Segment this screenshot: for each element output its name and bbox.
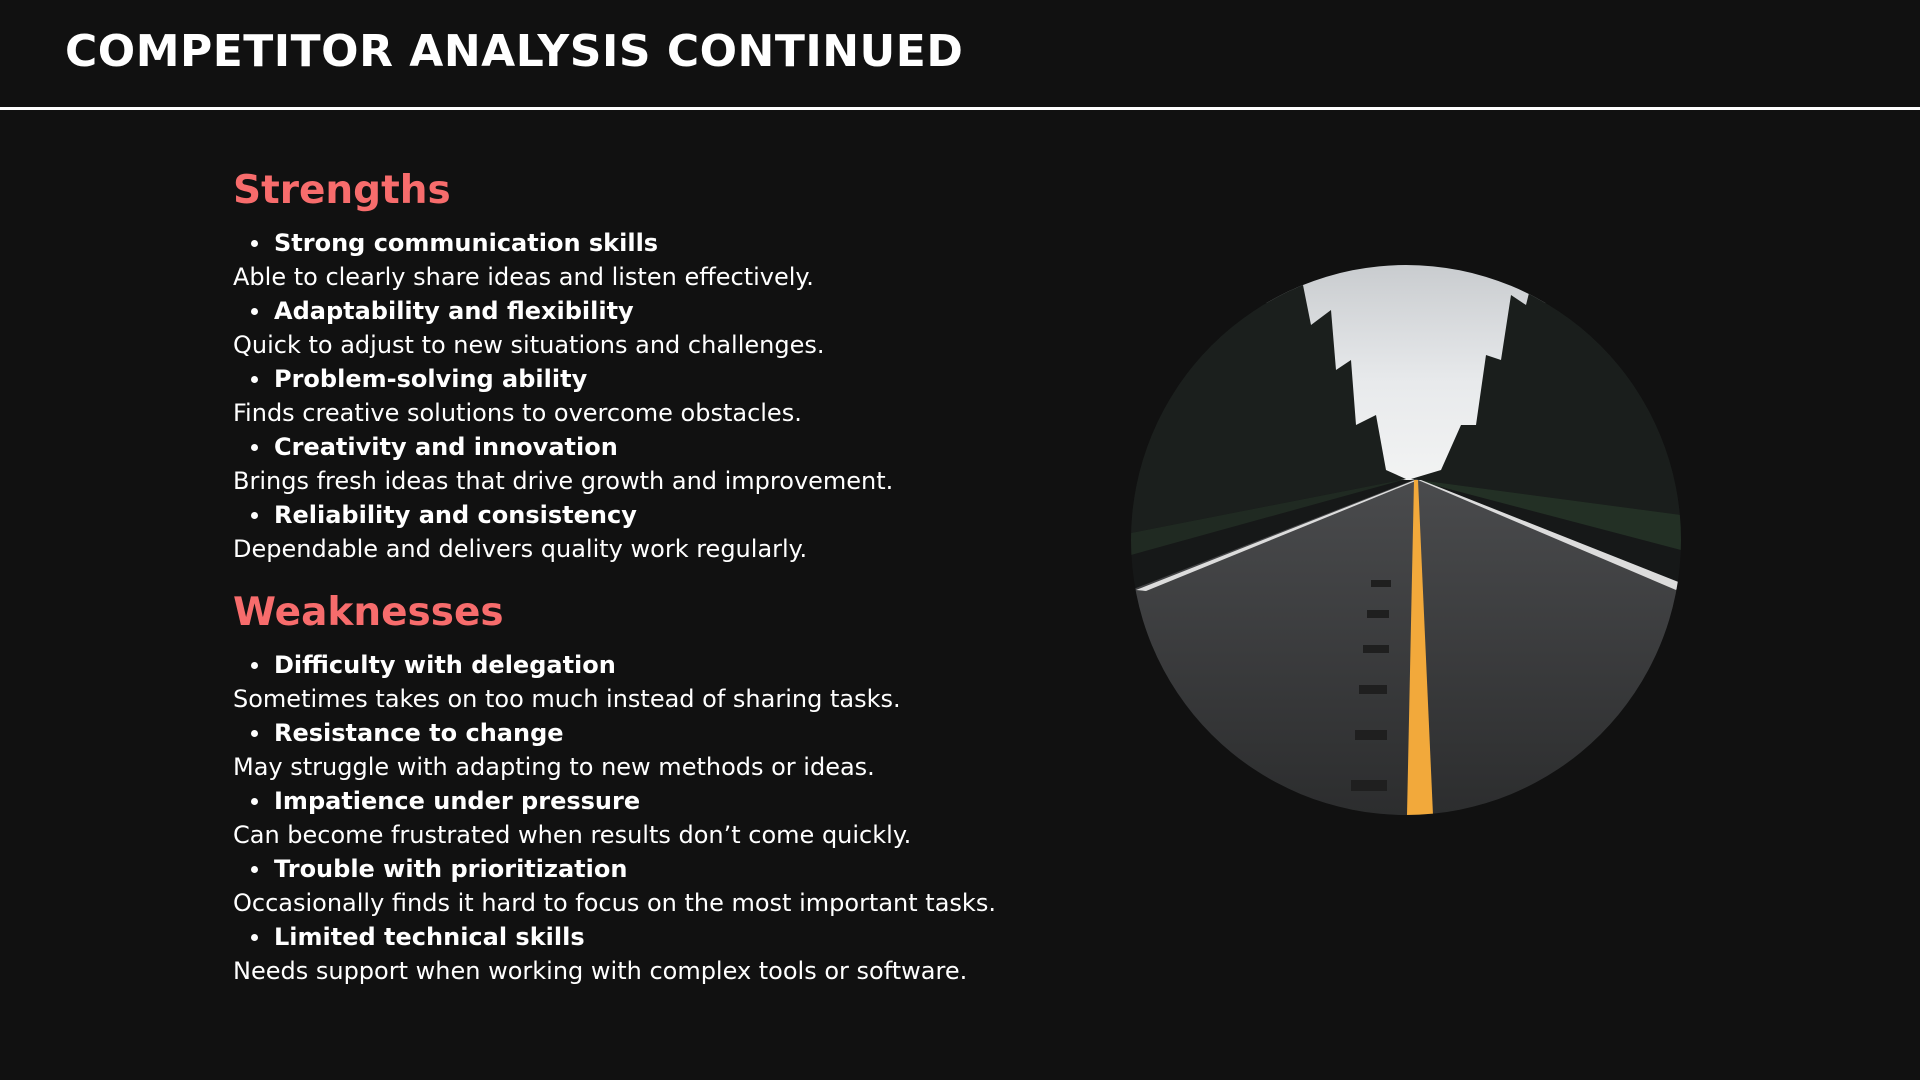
item-title: Limited technical skills bbox=[274, 923, 585, 951]
list-item bbox=[233, 362, 1113, 430]
list-item bbox=[233, 852, 1113, 920]
bullet-icon bbox=[251, 512, 258, 519]
list-item bbox=[233, 498, 1113, 566]
item-title-row bbox=[233, 498, 1113, 532]
page-title: COMPETITOR ANALYSIS CONTINUED bbox=[65, 26, 964, 77]
item-description: May struggle with adapting to new methods or ideas. bbox=[233, 753, 875, 781]
item-title: Creativity and innovation bbox=[274, 433, 618, 461]
weaknesses-heading: Weaknesses bbox=[233, 590, 504, 635]
item-title-row bbox=[233, 294, 1113, 328]
item-description: Needs support when working with complex tools or software. bbox=[233, 957, 968, 985]
weaknesses-list bbox=[233, 648, 1113, 988]
bullet-icon bbox=[251, 308, 258, 315]
item-title-row bbox=[233, 920, 1113, 954]
list-item bbox=[233, 920, 1113, 988]
item-description: Occasionally finds it hard to focus on the most important tasks. bbox=[233, 889, 996, 917]
item-description: Finds creative solutions to overcome obstacles. bbox=[233, 399, 802, 427]
strengths-list bbox=[233, 226, 1113, 566]
analysis-content bbox=[233, 166, 1113, 988]
list-item bbox=[233, 716, 1113, 784]
road-photo bbox=[1131, 265, 1681, 815]
bullet-icon bbox=[251, 730, 258, 737]
bullet-icon bbox=[251, 934, 258, 941]
list-item bbox=[233, 784, 1113, 852]
bullet-icon bbox=[251, 444, 258, 451]
item-description: Brings fresh ideas that drive growth and improvement. bbox=[233, 467, 894, 495]
list-item bbox=[233, 430, 1113, 498]
list-item bbox=[233, 648, 1113, 716]
bullet-icon bbox=[251, 240, 258, 247]
item-title-row bbox=[233, 716, 1113, 750]
strengths-heading: Strengths bbox=[233, 168, 451, 213]
header-divider bbox=[0, 107, 1920, 110]
bullet-icon bbox=[251, 662, 258, 669]
item-title: Difficulty with delegation bbox=[274, 651, 616, 679]
item-title: Reliability and consistency bbox=[274, 501, 637, 529]
item-title-row bbox=[233, 226, 1113, 260]
item-description: Quick to adjust to new situations and challenges. bbox=[233, 331, 825, 359]
item-title-row bbox=[233, 648, 1113, 682]
item-description: Dependable and delivers quality work regularly. bbox=[233, 535, 808, 563]
bullet-icon bbox=[251, 376, 258, 383]
bullet-icon bbox=[251, 798, 258, 805]
bullet-icon bbox=[251, 866, 258, 873]
strengths-section bbox=[233, 166, 1113, 566]
item-description: Able to clearly share ideas and listen effectively. bbox=[233, 263, 814, 291]
road-photo-illustration bbox=[1131, 265, 1681, 815]
item-title: Impatience under pressure bbox=[274, 787, 641, 815]
item-title: Resistance to change bbox=[274, 719, 564, 747]
item-title: Adaptability and flexibility bbox=[274, 297, 634, 325]
list-item bbox=[233, 226, 1113, 294]
item-title: Strong communication skills bbox=[274, 229, 659, 257]
list-item bbox=[233, 294, 1113, 362]
weaknesses-section bbox=[233, 588, 1113, 988]
item-description: Sometimes takes on too much instead of sharing tasks. bbox=[233, 685, 901, 713]
item-title-row bbox=[233, 430, 1113, 464]
item-description: Can become frustrated when results don’t come quickly. bbox=[233, 821, 912, 849]
item-title-row bbox=[233, 362, 1113, 396]
item-title: Problem-solving ability bbox=[274, 365, 588, 393]
item-title: Trouble with prioritization bbox=[274, 855, 628, 883]
item-title-row bbox=[233, 784, 1113, 818]
item-title-row bbox=[233, 852, 1113, 886]
